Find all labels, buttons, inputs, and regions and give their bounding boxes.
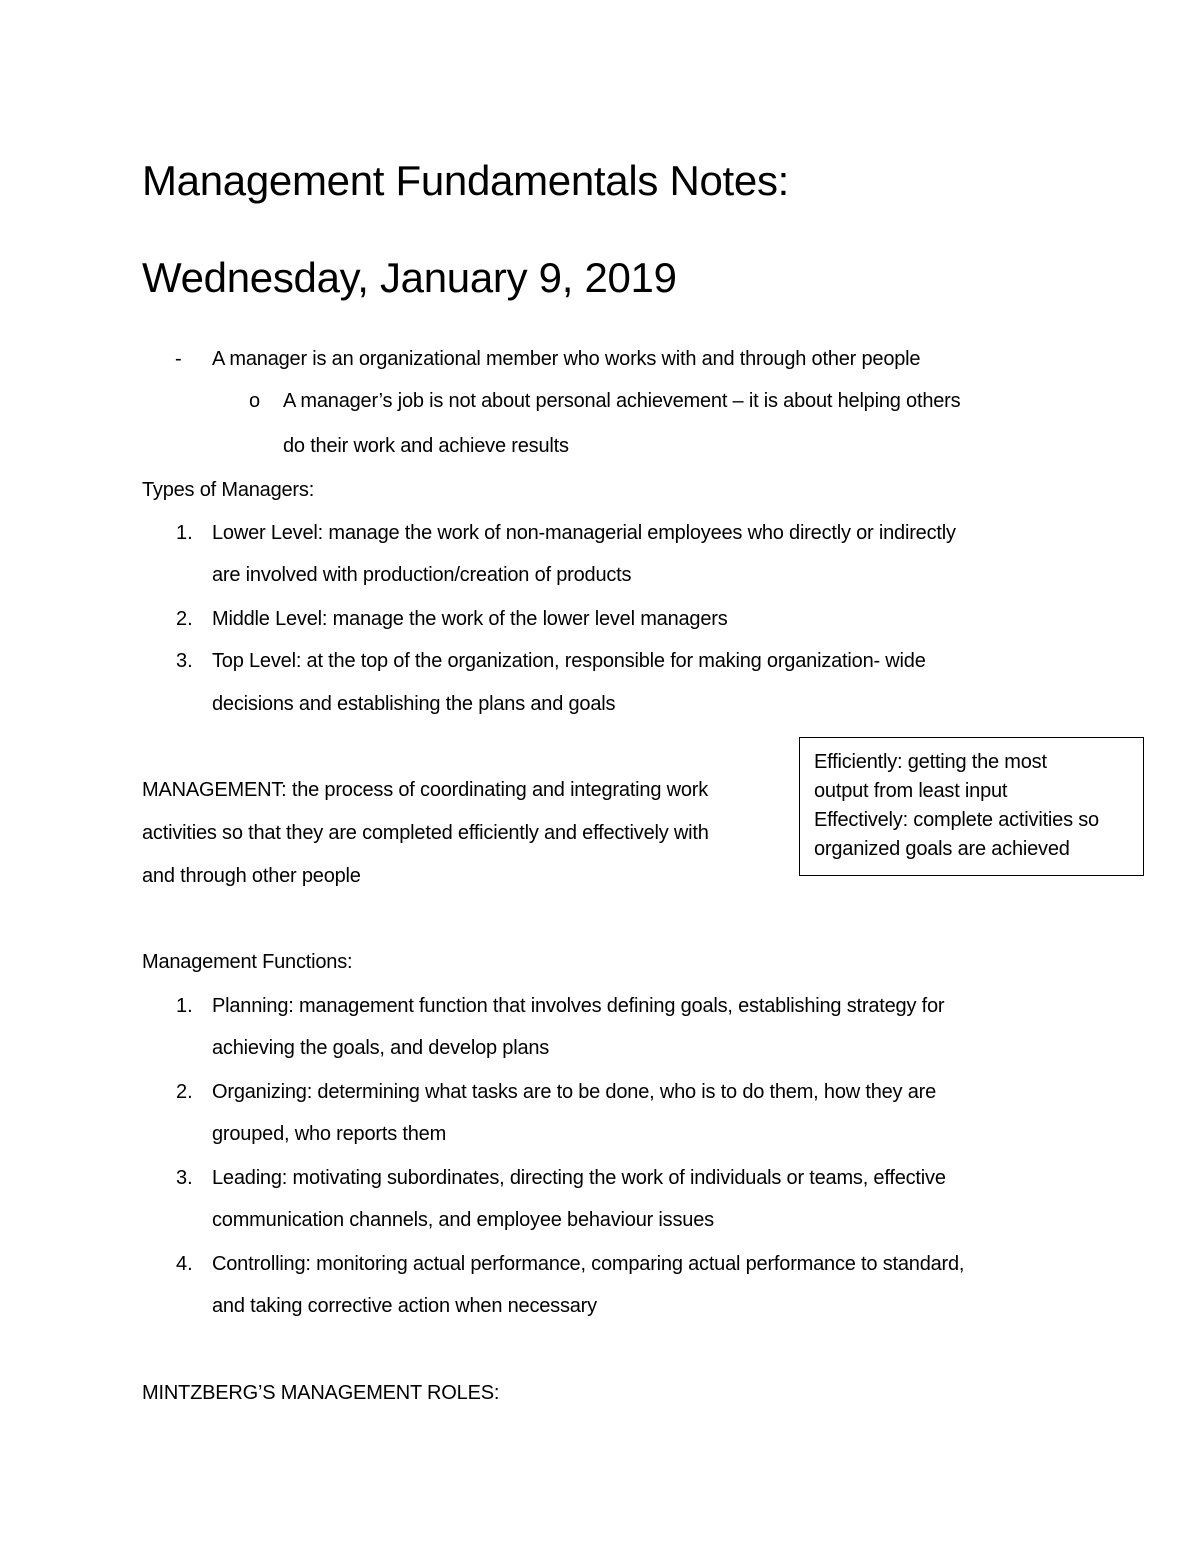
function-controlling-line-2: and taking corrective action when necessary xyxy=(212,1295,597,1317)
management-definition-line-1: MANAGEMENT: the process of coordinating and integrating work xyxy=(142,779,709,801)
circle-bullet: o xyxy=(249,390,261,412)
intro-sub-line-2: do their work and achieve results xyxy=(283,435,569,457)
manager-type-top-line-2: decisions and establishing the plans and goals xyxy=(212,693,616,715)
manager-type-top-line-1: Top Level: at the top of the organization, responsible for making organization- wide xyxy=(212,650,926,672)
list-number: 1. xyxy=(176,995,193,1017)
list-number: 2. xyxy=(176,1081,193,1103)
function-controlling-line-1: Controlling: monitoring actual performance, comparing actual performance to standard, xyxy=(212,1253,965,1275)
intro-sub-line-1: A manager’s job is not about personal achievement – it is about helping others xyxy=(283,390,961,412)
textbox-line-2: output from least input xyxy=(814,780,1008,802)
function-organizing-line-2: grouped, who reports them xyxy=(212,1123,447,1145)
list-number: 1. xyxy=(176,522,193,544)
list-number: 3. xyxy=(176,650,193,672)
manager-type-lower-line-1: Lower Level: manage the work of non-managerial employees who directly or indirectly xyxy=(212,522,956,544)
manager-type-middle-line-1: Middle Level: manage the work of the lower level managers xyxy=(212,608,728,630)
mintzberg-heading: MINTZBERG’S MANAGEMENT ROLES: xyxy=(142,1382,500,1404)
list-number: 4. xyxy=(176,1253,193,1275)
management-functions-heading: Management Functions: xyxy=(142,951,353,973)
document-date: Wednesday, January 9, 2019 xyxy=(142,254,677,301)
function-planning-line-2: achieving the goals, and develop plans xyxy=(212,1037,550,1059)
types-of-managers-heading: Types of Managers: xyxy=(142,479,315,501)
list-number: 2. xyxy=(176,608,193,630)
list-number: 3. xyxy=(176,1167,193,1189)
document-title: Management Fundamentals Notes: xyxy=(142,157,790,204)
function-leading-line-1: Leading: motivating subordinates, directing the work of individuals or teams, effective xyxy=(212,1167,946,1189)
intro-line: A manager is an organizational member who works with and through other people xyxy=(212,348,921,370)
manager-type-lower-line-2: are involved with production/creation of products xyxy=(212,564,632,586)
function-leading-line-2: communication channels, and employee behaviour issues xyxy=(212,1209,714,1231)
textbox-line-4: organized goals are achieved xyxy=(814,838,1070,860)
management-definition-line-2: activities so that they are completed efficiently and effectively with xyxy=(142,822,709,844)
management-definition-line-3: and through other people xyxy=(142,865,361,887)
function-planning-line-1: Planning: management function that involves defining goals, establishing strategy for xyxy=(212,995,945,1017)
efficiency-textbox xyxy=(799,737,1144,876)
function-organizing-line-1: Organizing: determining what tasks are to be done, who is to do them, how they are xyxy=(212,1081,937,1103)
textbox-line-3: Effectively: complete activities so xyxy=(814,809,1099,831)
dash-bullet: - xyxy=(175,348,182,370)
textbox-line-1: Efficiently: getting the most xyxy=(814,751,1047,773)
